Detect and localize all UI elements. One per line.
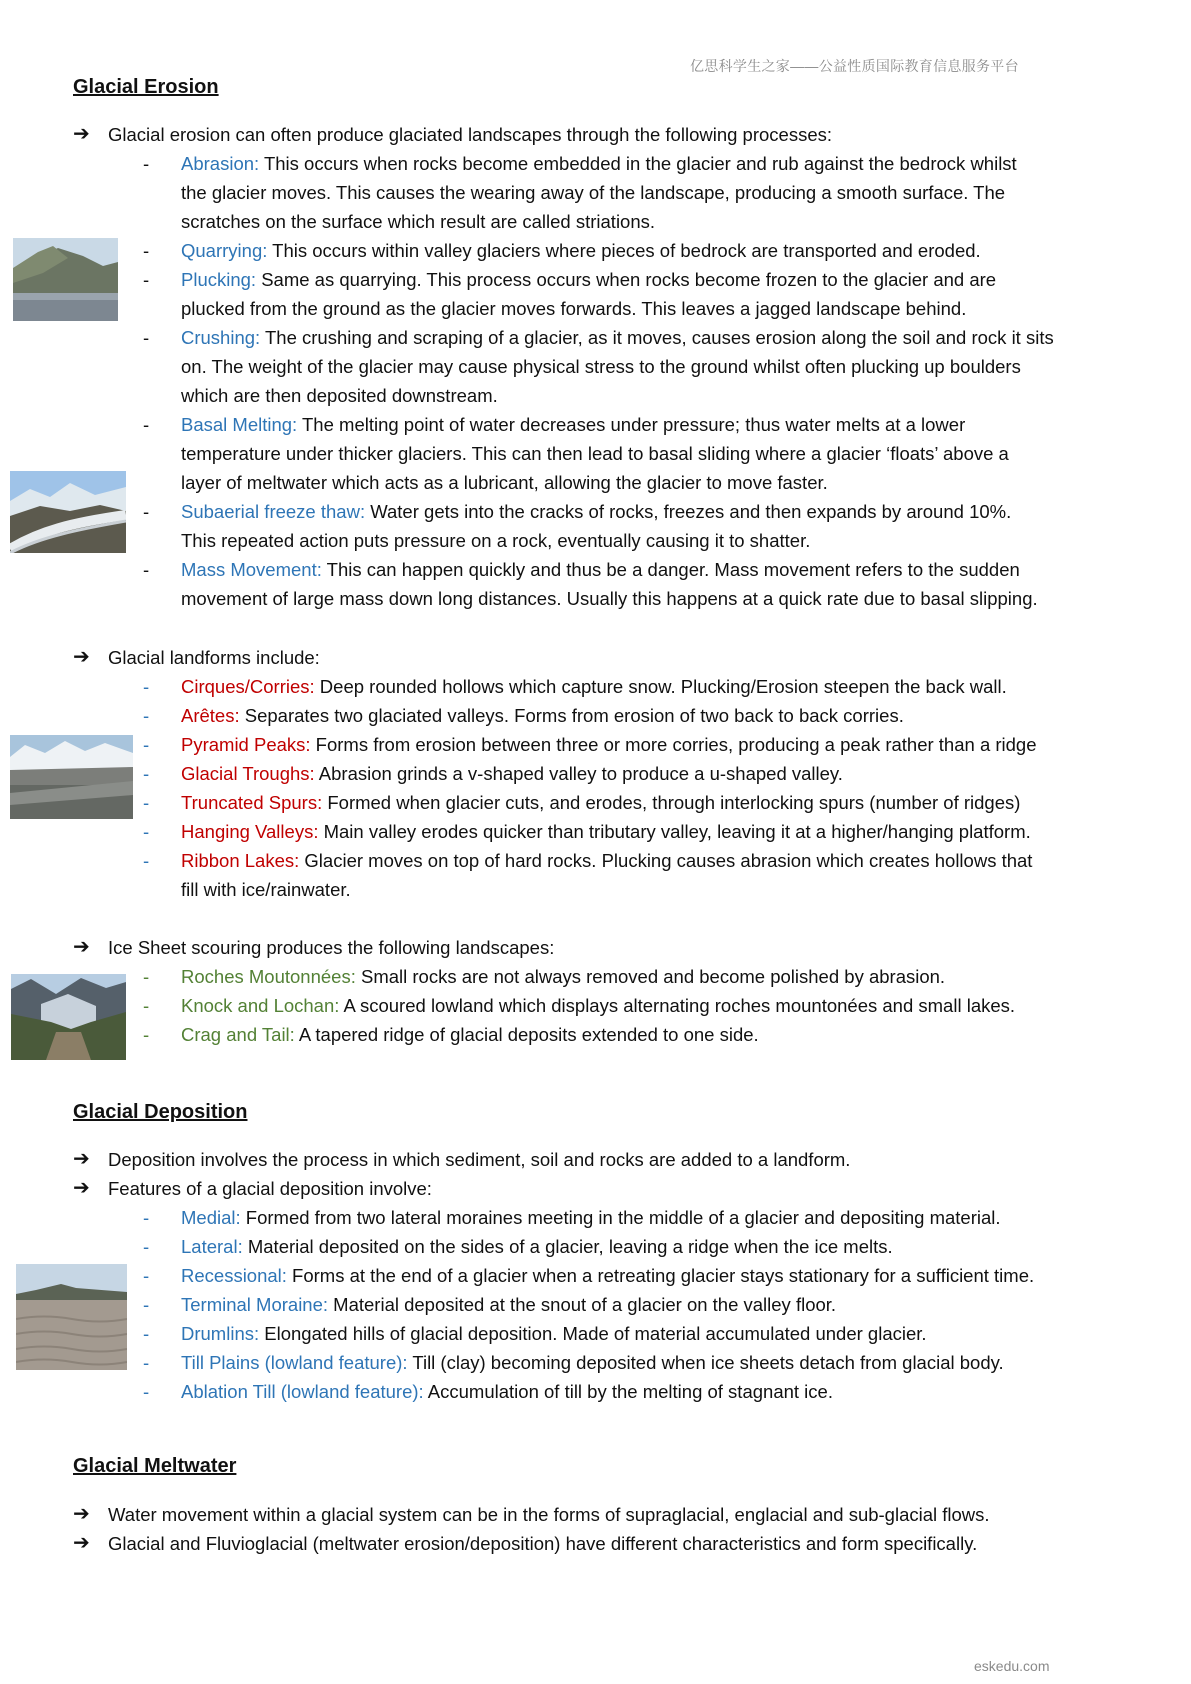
header-watermark: 亿思科学生之家——公益性质国际教育信息服务平台	[690, 58, 1019, 74]
landform-dash: -	[143, 792, 150, 813]
deposition-dash: -	[143, 1352, 150, 1373]
icesheet-term: Crag and Tail:	[181, 1024, 295, 1045]
landform-dash: -	[143, 763, 150, 784]
landform-dash: -	[143, 850, 150, 871]
icesheet-intro: Ice Sheet scouring produces the following landscapes:	[108, 937, 555, 958]
erosion-term: Crushing:	[181, 327, 261, 348]
landform-item-5: Hanging Valleys: Main valley erodes quicker than tributary valley, leaving it at a higher/hanging platform.	[181, 821, 1031, 842]
deposition-item-5: Till Plains (lowland feature): Till (clay) becoming deposited when ice sheets detach from glacial body.	[181, 1352, 1004, 1373]
landform-item-1: Arêtes: Separates two glaciated valleys. Forms from erosion of two back to back corries.	[181, 705, 904, 726]
erosion-item-0: Abrasion: This occurs when rocks become embedded in the glacier and rub against the bedrock whilst	[181, 153, 1017, 174]
ice-sheet-valley-photo	[11, 974, 126, 1060]
erosion-item-2-line-1: plucked from the ground as the glacier moves forwards. This leaves a jagged landscape behind.	[181, 298, 967, 319]
erosion-item-6: Mass Movement: This can happen quickly and thus be a danger. Mass movement refers to the sudden	[181, 559, 1020, 580]
icesheet-term: Roches Moutonnées:	[181, 966, 356, 987]
arrow-bullet-icon: ➔	[73, 646, 90, 668]
landforms-intro: Glacial landforms include:	[108, 647, 320, 668]
icesheet-item-2: Crag and Tail: A tapered ridge of glacial deposits extended to one side.	[181, 1024, 759, 1045]
glacial-trough-photo	[10, 735, 133, 819]
arrow-bullet-icon: ➔	[73, 936, 90, 958]
deposition-term: Ablation Till (lowland feature):	[181, 1381, 424, 1402]
icesheet-item-1: Knock and Lochan: A scoured lowland which displays alternating roches mountonées and small lakes.	[181, 995, 1016, 1016]
landform-term: Cirques/Corries:	[181, 676, 315, 697]
erosion-item-4: Basal Melting: The melting point of water decreases under pressure; thus water melts at a lower	[181, 414, 966, 435]
icesheet-term: Knock and Lochan:	[181, 995, 340, 1016]
landform-term: Glacial Troughs:	[181, 763, 315, 784]
deposition-item-4: Drumlins: Elongated hills of glacial deposition. Made of material accumulated under glacier.	[181, 1323, 927, 1344]
footer-site: eskedu.com	[974, 1658, 1050, 1674]
landform-term: Truncated Spurs:	[181, 792, 323, 813]
erosion-dash: -	[143, 269, 150, 290]
erosion-dash: -	[143, 559, 150, 580]
meltwater-line-2: Glacial and Fluvioglacial (meltwater erosion/deposition) have different characteristics and form specifically.	[108, 1533, 978, 1554]
meltwater-line-1: Water movement within a glacial system can be in the forms of supraglacial, englacial and sub-glacial flows.	[108, 1504, 990, 1525]
icesheet-dash: -	[143, 1024, 150, 1045]
erosion-intro: Glacial erosion can often produce glaciated landscapes through the following processes:	[108, 124, 833, 145]
deposition-dash: -	[143, 1207, 150, 1228]
deposition-term: Till Plains (lowland feature):	[181, 1352, 408, 1373]
erosion-item-5: Subaerial freeze thaw: Water gets into the cracks of rocks, freezes and then expands by around 10%.	[181, 501, 1012, 522]
icesheet-dash: -	[143, 966, 150, 987]
landform-item-2: Pyramid Peaks: Forms from erosion between three or more corries, producing a peak rather than a ridge	[181, 734, 1037, 755]
deposition-term: Terminal Moraine:	[181, 1294, 329, 1315]
heading-glacial-meltwater: Glacial Meltwater	[73, 1455, 237, 1477]
landform-item-6: Ribbon Lakes: Glacier moves on top of hard rocks. Plucking causes abrasion which creates hollows that	[181, 850, 1033, 871]
arrow-bullet-icon: ➔	[73, 123, 90, 145]
deposition-dash: -	[143, 1265, 150, 1286]
arrow-bullet-icon: ➔	[73, 1148, 90, 1170]
deposition-dash: -	[143, 1323, 150, 1344]
landform-item-6-line-1: fill with ice/rainwater.	[181, 879, 351, 900]
landform-dash: -	[143, 705, 150, 726]
landform-dash: -	[143, 734, 150, 755]
landform-term: Hanging Valleys:	[181, 821, 319, 842]
erosion-term: Basal Melting:	[181, 414, 298, 435]
erosion-term: Plucking:	[181, 269, 257, 290]
glacier-valley-photo	[10, 471, 126, 553]
deposition-dash: -	[143, 1381, 150, 1402]
landform-item-3: Glacial Troughs: Abrasion grinds a v-shaped valley to produce a u-shaped valley.	[181, 763, 843, 784]
landform-term: Arêtes:	[181, 705, 240, 726]
erosion-dash: -	[143, 240, 150, 261]
erosion-dash: -	[143, 414, 150, 435]
arrow-bullet-icon: ➔	[73, 1177, 90, 1199]
deposition-item-0: Medial: Formed from two lateral moraines meeting in the middle of a glacier and depositing material.	[181, 1207, 1001, 1228]
erosion-term: Subaerial freeze thaw:	[181, 501, 366, 522]
icesheet-dash: -	[143, 995, 150, 1016]
erosion-item-2: Plucking: Same as quarrying. This process occurs when rocks become frozen to the glacier and are	[181, 269, 997, 290]
heading-glacial-deposition: Glacial Deposition	[73, 1101, 248, 1123]
erosion-term: Quarrying:	[181, 240, 268, 261]
erosion-dash: -	[143, 153, 150, 174]
deposition-item-2: Recessional: Forms at the end of a glacier when a retreating glacier stays stationary for a sufficient time.	[181, 1265, 1035, 1286]
landform-dash: -	[143, 821, 150, 842]
erosion-item-1: Quarrying: This occurs within valley glaciers where pieces of bedrock are transported and eroded.	[181, 240, 981, 261]
landform-dash: -	[143, 676, 150, 697]
erosion-item-0-line-2: scratches on the surface which result are called striations.	[181, 211, 656, 232]
erosion-dash: -	[143, 327, 150, 348]
landform-item-4: Truncated Spurs: Formed when glacier cuts, and erodes, through interlocking spurs (number of ridges)	[181, 792, 1021, 813]
deposition-dash: -	[143, 1236, 150, 1257]
heading-glacial-erosion: Glacial Erosion	[73, 76, 219, 98]
erosion-dash: -	[143, 501, 150, 522]
landform-term: Ribbon Lakes:	[181, 850, 300, 871]
deposition-intro-1: Deposition involves the process in which sediment, soil and rocks are added to a landform.	[108, 1149, 851, 1170]
deposition-dash: -	[143, 1294, 150, 1315]
deposition-beach-photo	[16, 1264, 127, 1370]
erosion-term: Mass Movement:	[181, 559, 322, 580]
erosion-item-4-line-1: temperature under thicker glaciers. This can then lead to basal sliding where a glacier ‘floats’ above a	[181, 443, 1009, 464]
erosion-item-6-line-1: movement of large mass down long distances. Usually this happens at a quick rate due to basal slipping.	[181, 588, 1038, 609]
deposition-term: Recessional:	[181, 1265, 287, 1286]
icesheet-item-0: Roches Moutonnées: Small rocks are not always removed and become polished by abrasion.	[181, 966, 946, 987]
erosion-term: Abrasion:	[181, 153, 260, 174]
deposition-term: Lateral:	[181, 1236, 243, 1257]
erosion-item-4-line-2: layer of meltwater which acts as a lubricant, allowing the glacier to move faster.	[181, 472, 828, 493]
deposition-item-6: Ablation Till (lowland feature): Accumulation of till by the melting of stagnant ice.	[181, 1381, 833, 1402]
erosion-item-3: Crushing: The crushing and scraping of a glacier, as it moves, causes erosion along the soil and rock it sits	[181, 327, 1054, 348]
deposition-item-3: Terminal Moraine: Material deposited at the snout of a glacier on the valley floor.	[181, 1294, 837, 1315]
erosion-item-3-line-1: on. The weight of the glacier may cause physical stress to the ground whilst often plucking up boulders	[181, 356, 1021, 377]
arrow-bullet-icon: ➔	[73, 1503, 90, 1525]
landform-term: Pyramid Peaks:	[181, 734, 311, 755]
deposition-term: Medial:	[181, 1207, 241, 1228]
deposition-item-1: Lateral: Material deposited on the sides of a glacier, leaving a ridge when the ice melts.	[181, 1236, 893, 1257]
glacier-mountain-photo	[13, 238, 118, 321]
erosion-item-3-line-2: which are then deposited downstream.	[181, 385, 498, 406]
deposition-intro-2: Features of a glacial deposition involve:	[108, 1178, 432, 1199]
erosion-item-5-line-1: This repeated action puts pressure on a rock, eventually causing it to shatter.	[181, 530, 811, 551]
landform-item-0: Cirques/Corries: Deep rounded hollows which capture snow. Plucking/Erosion steepen the back wall.	[181, 676, 1007, 697]
arrow-bullet-icon: ➔	[73, 1532, 90, 1554]
deposition-term: Drumlins:	[181, 1323, 260, 1344]
erosion-item-0-line-1: the glacier moves. This causes the wearing away of the landscape, producing a smooth surface. The	[181, 182, 1006, 203]
